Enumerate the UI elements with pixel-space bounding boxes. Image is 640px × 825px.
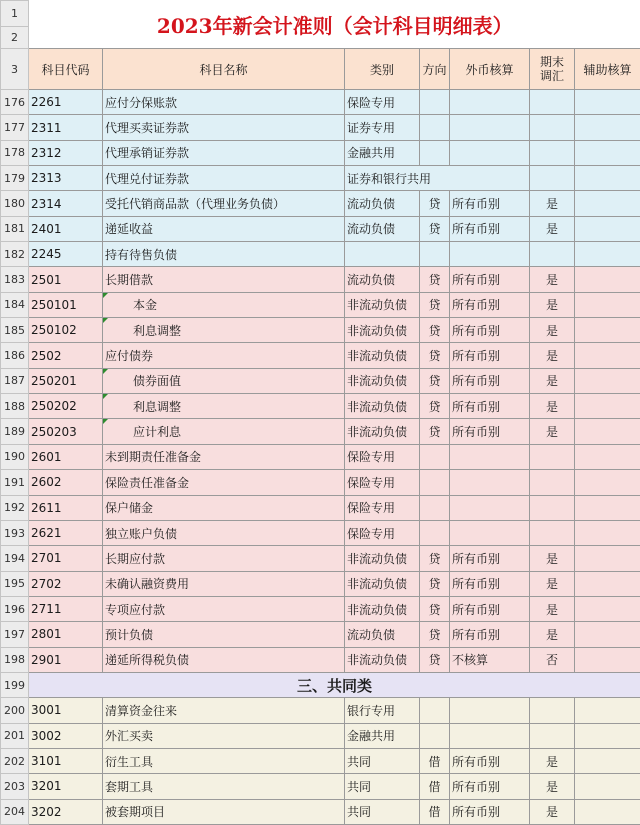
cell-direction[interactable]: 贷 (420, 267, 450, 292)
table-row (1, 698, 640, 723)
cell-code[interactable]: 2611 (29, 495, 103, 520)
cell-period-end[interactable]: 是 (530, 292, 575, 317)
header-currency[interactable]: 外币核算 (450, 49, 530, 90)
cell-code[interactable]: 250202 (29, 394, 103, 419)
cell-name-text: 套期工具 (105, 780, 153, 794)
cell-name[interactable] (103, 698, 345, 723)
cell-currency[interactable] (450, 90, 530, 115)
row-number: 185 (1, 318, 29, 343)
cell-currency[interactable] (450, 140, 530, 165)
row-number: 184 (1, 292, 29, 317)
cell-category[interactable]: 流动负债 (345, 267, 420, 292)
cell-code[interactable]: 2701 (29, 546, 103, 571)
cell-name[interactable] (103, 191, 345, 216)
cell-marker-icon (103, 318, 108, 323)
cell-currency[interactable]: 所有币别 (450, 748, 530, 773)
cell-auxiliary[interactable] (575, 267, 640, 292)
cell-direction[interactable]: 贷 (420, 216, 450, 241)
cell-period-end[interactable] (530, 242, 575, 267)
cell-currency[interactable]: 所有币别 (450, 267, 530, 292)
row-number: 191 (1, 470, 29, 495)
cell-name-text: 代理兑付证券款 (105, 172, 189, 186)
cell-auxiliary[interactable] (575, 774, 640, 799)
cell-currency[interactable]: 所有币别 (450, 596, 530, 621)
cell-name-text: 受托代销商品款（代理业务负债） (105, 197, 285, 211)
section-row (1, 672, 640, 697)
table-row (1, 444, 640, 469)
cell-period-end[interactable] (530, 495, 575, 520)
cell-auxiliary[interactable] (575, 470, 640, 495)
cell-code[interactable]: 2261 (29, 90, 103, 115)
row-number: 197 (1, 622, 29, 647)
row-number: 183 (1, 267, 29, 292)
table-row (1, 596, 640, 621)
cell-category[interactable]: 金融共用 (345, 723, 420, 748)
cell-auxiliary[interactable] (575, 318, 640, 343)
cell-direction[interactable] (420, 698, 450, 723)
cell-name[interactable] (103, 799, 345, 824)
table-row (1, 571, 640, 596)
cell-direction[interactable] (420, 723, 450, 748)
cell-auxiliary[interactable] (575, 723, 640, 748)
cell-code[interactable]: 2711 (29, 596, 103, 621)
cell-name[interactable] (103, 394, 345, 419)
table-row (1, 419, 640, 444)
cell-name[interactable] (103, 343, 345, 368)
cell-direction[interactable]: 贷 (420, 419, 450, 444)
table-row (1, 115, 640, 140)
cell-name-text: 专项应付款 (105, 603, 165, 617)
header-auxiliary[interactable]: 辅助核算 (575, 49, 640, 90)
cell-currency[interactable]: 所有币别 (450, 546, 530, 571)
cell-auxiliary[interactable] (575, 140, 640, 165)
row-number: 2 (1, 27, 29, 49)
table-row (1, 140, 640, 165)
cell-code[interactable]: 250102 (29, 318, 103, 343)
cell-code[interactable]: 2901 (29, 647, 103, 672)
cell-period-end[interactable]: 是 (530, 318, 575, 343)
row-number: 176 (1, 90, 29, 115)
cell-auxiliary[interactable] (575, 444, 640, 469)
cell-direction[interactable]: 借 (420, 799, 450, 824)
section-heading: 三、共同类 (29, 672, 640, 697)
cell-currency[interactable]: 所有币别 (450, 191, 530, 216)
cell-name-text: 利息调整 (133, 324, 181, 338)
cell-direction[interactable]: 贷 (420, 394, 450, 419)
cell-name[interactable] (103, 216, 345, 241)
cell-name[interactable] (103, 242, 345, 267)
cell-direction[interactable] (420, 520, 450, 545)
cell-period-end[interactable]: 是 (530, 343, 575, 368)
table-row (1, 748, 640, 773)
cell-currency[interactable]: 所有币别 (450, 216, 530, 241)
header-name[interactable]: 科目名称 (103, 49, 345, 90)
cell-period-end[interactable] (530, 723, 575, 748)
cell-auxiliary[interactable] (575, 799, 640, 824)
cell-currency[interactable]: 所有币别 (450, 292, 530, 317)
table-row (1, 292, 640, 317)
cell-auxiliary[interactable] (575, 495, 640, 520)
cell-name-text: 长期应付款 (105, 552, 165, 566)
cell-code[interactable]: 250203 (29, 419, 103, 444)
cell-currency[interactable] (450, 115, 530, 140)
cell-name[interactable] (103, 318, 345, 343)
cell-period-end[interactable] (530, 470, 575, 495)
cell-direction[interactable] (420, 444, 450, 469)
row-number: 203 (1, 774, 29, 799)
cell-period-end[interactable] (530, 166, 575, 191)
header-row (1, 49, 640, 90)
cell-category[interactable]: 保险专用 (345, 444, 420, 469)
cell-name[interactable] (103, 495, 345, 520)
table-row (1, 191, 640, 216)
cell-category[interactable]: 非流动负债 (345, 343, 420, 368)
row-number: 198 (1, 647, 29, 672)
cell-name-text: 应付债券 (105, 349, 153, 363)
cell-currency[interactable] (450, 495, 530, 520)
table-row (1, 166, 640, 191)
row-number: 189 (1, 419, 29, 444)
cell-currency[interactable]: 所有币别 (450, 774, 530, 799)
row-number: 180 (1, 191, 29, 216)
row-number: 200 (1, 698, 29, 723)
cell-name-text: 利息调整 (133, 400, 181, 414)
row-number: 186 (1, 343, 29, 368)
cell-period-end[interactable]: 否 (530, 647, 575, 672)
cell-category[interactable]: 非流动负债 (345, 318, 420, 343)
row-number: 195 (1, 571, 29, 596)
cell-period-end[interactable]: 是 (530, 622, 575, 647)
cell-period-end[interactable]: 是 (530, 546, 575, 571)
cell-auxiliary[interactable] (575, 292, 640, 317)
cell-direction[interactable]: 贷 (420, 622, 450, 647)
cell-name-text: 应计利息 (133, 425, 181, 439)
cell-category[interactable]: 非流动负债 (345, 368, 420, 393)
cell-direction[interactable]: 贷 (420, 546, 450, 571)
row-number: 179 (1, 166, 29, 191)
table-row (1, 343, 640, 368)
cell-code[interactable]: 2602 (29, 470, 103, 495)
cell-name[interactable] (103, 292, 345, 317)
cell-marker-icon (103, 394, 108, 399)
row-number: 177 (1, 115, 29, 140)
cell-category[interactable]: 非流动负债 (345, 546, 420, 571)
cell-currency[interactable] (450, 444, 530, 469)
cell-name[interactable] (103, 419, 345, 444)
cell-code[interactable]: 250201 (29, 368, 103, 393)
cell-period-end[interactable]: 是 (530, 419, 575, 444)
cell-name[interactable] (103, 774, 345, 799)
cell-name[interactable] (103, 115, 345, 140)
cell-period-end[interactable] (530, 520, 575, 545)
table-row (1, 647, 640, 672)
cell-auxiliary[interactable] (575, 394, 640, 419)
cell-category[interactable]: 银行专用 (345, 698, 420, 723)
cell-auxiliary[interactable] (575, 419, 640, 444)
cell-auxiliary[interactable] (575, 546, 640, 571)
cell-category[interactable] (345, 242, 420, 267)
cell-period-end[interactable]: 是 (530, 799, 575, 824)
cell-name[interactable] (103, 647, 345, 672)
cell-name[interactable] (103, 520, 345, 545)
cell-name[interactable] (103, 723, 345, 748)
cell-currency[interactable]: 所有币别 (450, 622, 530, 647)
cell-code[interactable]: 2313 (29, 166, 103, 191)
cell-auxiliary[interactable] (575, 166, 640, 191)
cell-category[interactable]: 非流动负债 (345, 596, 420, 621)
header-code[interactable]: 科目代码 (29, 49, 103, 90)
cell-period-end[interactable]: 是 (530, 368, 575, 393)
cell-direction[interactable] (420, 470, 450, 495)
cell-name[interactable] (103, 166, 345, 191)
cell-currency[interactable]: 所有币别 (450, 799, 530, 824)
cell-code[interactable]: 250101 (29, 292, 103, 317)
cell-name[interactable] (103, 546, 345, 571)
cell-direction[interactable]: 借 (420, 774, 450, 799)
cell-category[interactable]: 非流动负债 (345, 419, 420, 444)
cell-currency[interactable] (450, 520, 530, 545)
cell-direction[interactable] (420, 140, 450, 165)
table-row (1, 495, 640, 520)
cell-name[interactable] (103, 90, 345, 115)
cell-currency[interactable] (450, 723, 530, 748)
cell-code[interactable]: 2501 (29, 267, 103, 292)
cell-direction[interactable]: 贷 (420, 318, 450, 343)
cell-code[interactable]: 2314 (29, 191, 103, 216)
table-row (1, 470, 640, 495)
cell-code[interactable]: 2312 (29, 140, 103, 165)
cell-direction[interactable]: 贷 (420, 368, 450, 393)
cell-name-text: 本金 (133, 298, 157, 312)
cell-direction[interactable]: 贷 (420, 596, 450, 621)
cell-period-end[interactable]: 是 (530, 216, 575, 241)
cell-currency[interactable]: 所有币别 (450, 318, 530, 343)
table-row (1, 394, 640, 419)
cell-marker-icon (103, 369, 108, 374)
row-number: 181 (1, 216, 29, 241)
cell-auxiliary[interactable] (575, 115, 640, 140)
cell-name-text: 代理买卖证券款 (105, 121, 189, 135)
cell-name-text: 被套期项目 (105, 805, 165, 819)
cell-currency[interactable]: 所有币别 (450, 343, 530, 368)
row-number: 182 (1, 242, 29, 267)
cell-auxiliary[interactable] (575, 191, 640, 216)
cell-period-end[interactable]: 是 (530, 394, 575, 419)
cell-code[interactable]: 3001 (29, 698, 103, 723)
cell-name-text: 未确认融资费用 (105, 577, 189, 591)
table-row (1, 799, 640, 824)
table-row (1, 774, 640, 799)
cell-code[interactable]: 2502 (29, 343, 103, 368)
cell-auxiliary[interactable] (575, 368, 640, 393)
cell-code[interactable]: 2801 (29, 622, 103, 647)
cell-period-end[interactable]: 是 (530, 191, 575, 216)
cell-category[interactable]: 共同 (345, 774, 420, 799)
cell-currency[interactable] (450, 242, 530, 267)
cell-category[interactable]: 保险专用 (345, 520, 420, 545)
cell-code[interactable]: 3201 (29, 774, 103, 799)
cell-category[interactable]: 证券和银行共用 (345, 166, 530, 191)
cell-period-end[interactable]: 是 (530, 571, 575, 596)
row-number: 192 (1, 495, 29, 520)
cell-marker-icon (103, 419, 108, 424)
cell-name[interactable] (103, 267, 345, 292)
cell-currency[interactable]: 所有币别 (450, 571, 530, 596)
cell-direction[interactable]: 贷 (420, 343, 450, 368)
cell-currency[interactable]: 不核算 (450, 647, 530, 672)
cell-category[interactable]: 保险专用 (345, 495, 420, 520)
table-row (1, 216, 640, 241)
table-row (1, 242, 640, 267)
cell-name[interactable] (103, 470, 345, 495)
cell-marker-icon (103, 293, 108, 298)
table-row (1, 723, 640, 748)
cell-name-text: 保户储金 (105, 501, 153, 515)
cell-code[interactable]: 3101 (29, 748, 103, 773)
cell-name-text: 清算资金往来 (105, 704, 177, 718)
cell-auxiliary[interactable] (575, 748, 640, 773)
cell-period-end[interactable]: 是 (530, 774, 575, 799)
cell-name-text: 外汇买卖 (105, 729, 153, 743)
cell-category[interactable]: 流动负债 (345, 216, 420, 241)
row-number: 193 (1, 520, 29, 545)
cell-period-end[interactable]: 是 (530, 596, 575, 621)
header-category[interactable]: 类别 (345, 49, 420, 90)
cell-auxiliary[interactable] (575, 596, 640, 621)
cell-code[interactable]: 3002 (29, 723, 103, 748)
row-number: 201 (1, 723, 29, 748)
row-number: 188 (1, 394, 29, 419)
table-row (1, 546, 640, 571)
table-row (1, 520, 640, 545)
table-row (1, 90, 640, 115)
cell-currency[interactable]: 所有币别 (450, 394, 530, 419)
cell-currency[interactable]: 所有币别 (450, 368, 530, 393)
cell-category[interactable]: 共同 (345, 799, 420, 824)
cell-period-end[interactable] (530, 140, 575, 165)
cell-name-text: 持有待售负债 (105, 248, 177, 262)
cell-name-text: 递延所得税负债 (105, 653, 189, 667)
cell-direction[interactable]: 贷 (420, 647, 450, 672)
cell-name[interactable] (103, 596, 345, 621)
cell-name-text: 预计负债 (105, 628, 153, 642)
cell-category[interactable]: 证券专用 (345, 115, 420, 140)
cell-name[interactable] (103, 368, 345, 393)
cell-category[interactable]: 非流动负债 (345, 292, 420, 317)
cell-code[interactable]: 3202 (29, 799, 103, 824)
cell-name-text: 未到期责任准备金 (105, 450, 201, 464)
cell-auxiliary[interactable] (575, 520, 640, 545)
title-row-1 (1, 1, 640, 27)
cell-auxiliary[interactable] (575, 343, 640, 368)
row-number: 1 (1, 1, 29, 27)
cell-name[interactable] (103, 748, 345, 773)
row-number: 202 (1, 748, 29, 773)
cell-currency[interactable]: 所有币别 (450, 419, 530, 444)
cell-code[interactable]: 2601 (29, 444, 103, 469)
cell-name[interactable] (103, 622, 345, 647)
cell-period-end[interactable]: 是 (530, 267, 575, 292)
cell-category[interactable]: 流动负债 (345, 622, 420, 647)
cell-category[interactable]: 非流动负债 (345, 394, 420, 419)
cell-code[interactable]: 2702 (29, 571, 103, 596)
row-number: 196 (1, 596, 29, 621)
cell-auxiliary[interactable] (575, 571, 640, 596)
cell-period-end[interactable] (530, 444, 575, 469)
table-row (1, 622, 640, 647)
cell-name[interactable] (103, 571, 345, 596)
cell-category[interactable]: 金融共用 (345, 140, 420, 165)
cell-auxiliary[interactable] (575, 647, 640, 672)
cell-code[interactable]: 2401 (29, 216, 103, 241)
row-number: 204 (1, 799, 29, 824)
cell-name-text: 长期借款 (105, 273, 153, 287)
cell-period-end[interactable] (530, 90, 575, 115)
row-number: 187 (1, 368, 29, 393)
cell-name[interactable] (103, 444, 345, 469)
cell-name-text: 衍生工具 (105, 755, 153, 769)
row-number: 178 (1, 140, 29, 165)
cell-period-end[interactable] (530, 698, 575, 723)
cell-category[interactable]: 保险专用 (345, 470, 420, 495)
cell-direction[interactable]: 借 (420, 748, 450, 773)
cell-auxiliary[interactable] (575, 622, 640, 647)
cell-period-end[interactable] (530, 115, 575, 140)
table-row (1, 267, 640, 292)
cell-name-text: 代理承销证券款 (105, 146, 189, 160)
cell-code[interactable]: 2245 (29, 242, 103, 267)
cell-category[interactable]: 非流动负债 (345, 647, 420, 672)
cell-name-text: 保险责任准备金 (105, 476, 189, 490)
cell-name-text: 递延收益 (105, 222, 153, 236)
cell-direction[interactable] (420, 495, 450, 520)
cell-category[interactable]: 流动负债 (345, 191, 420, 216)
cell-currency[interactable] (450, 698, 530, 723)
cell-direction[interactable]: 贷 (420, 571, 450, 596)
cell-period-end[interactable]: 是 (530, 748, 575, 773)
header-direction[interactable]: 方向 (420, 49, 450, 90)
cell-category[interactable]: 保险专用 (345, 90, 420, 115)
cell-category[interactable]: 非流动负债 (345, 571, 420, 596)
cell-direction[interactable] (420, 242, 450, 267)
header-period-end[interactable]: 期末调汇 (530, 49, 575, 90)
cell-direction[interactable] (420, 90, 450, 115)
row-number: 199 (1, 672, 29, 697)
cell-auxiliary[interactable] (575, 242, 640, 267)
cell-auxiliary[interactable] (575, 216, 640, 241)
cell-name-text: 债券面值 (133, 374, 181, 388)
cell-name-text: 应付分保账款 (105, 96, 177, 110)
cell-direction[interactable]: 贷 (420, 191, 450, 216)
cell-direction[interactable]: 贷 (420, 292, 450, 317)
page-title: 2023年新会计准则（会计科目明细表） (29, 1, 640, 49)
row-number: 194 (1, 546, 29, 571)
cell-auxiliary[interactable] (575, 698, 640, 723)
cell-category[interactable]: 共同 (345, 748, 420, 773)
table-row (1, 368, 640, 393)
row-number: 3 (1, 49, 29, 90)
row-number: 190 (1, 444, 29, 469)
cell-code[interactable]: 2621 (29, 520, 103, 545)
cell-direction[interactable] (420, 115, 450, 140)
cell-name-text: 独立账户负债 (105, 527, 177, 541)
cell-auxiliary[interactable] (575, 90, 640, 115)
cell-code[interactable]: 2311 (29, 115, 103, 140)
cell-currency[interactable] (450, 470, 530, 495)
cell-name[interactable] (103, 140, 345, 165)
table-row (1, 318, 640, 343)
